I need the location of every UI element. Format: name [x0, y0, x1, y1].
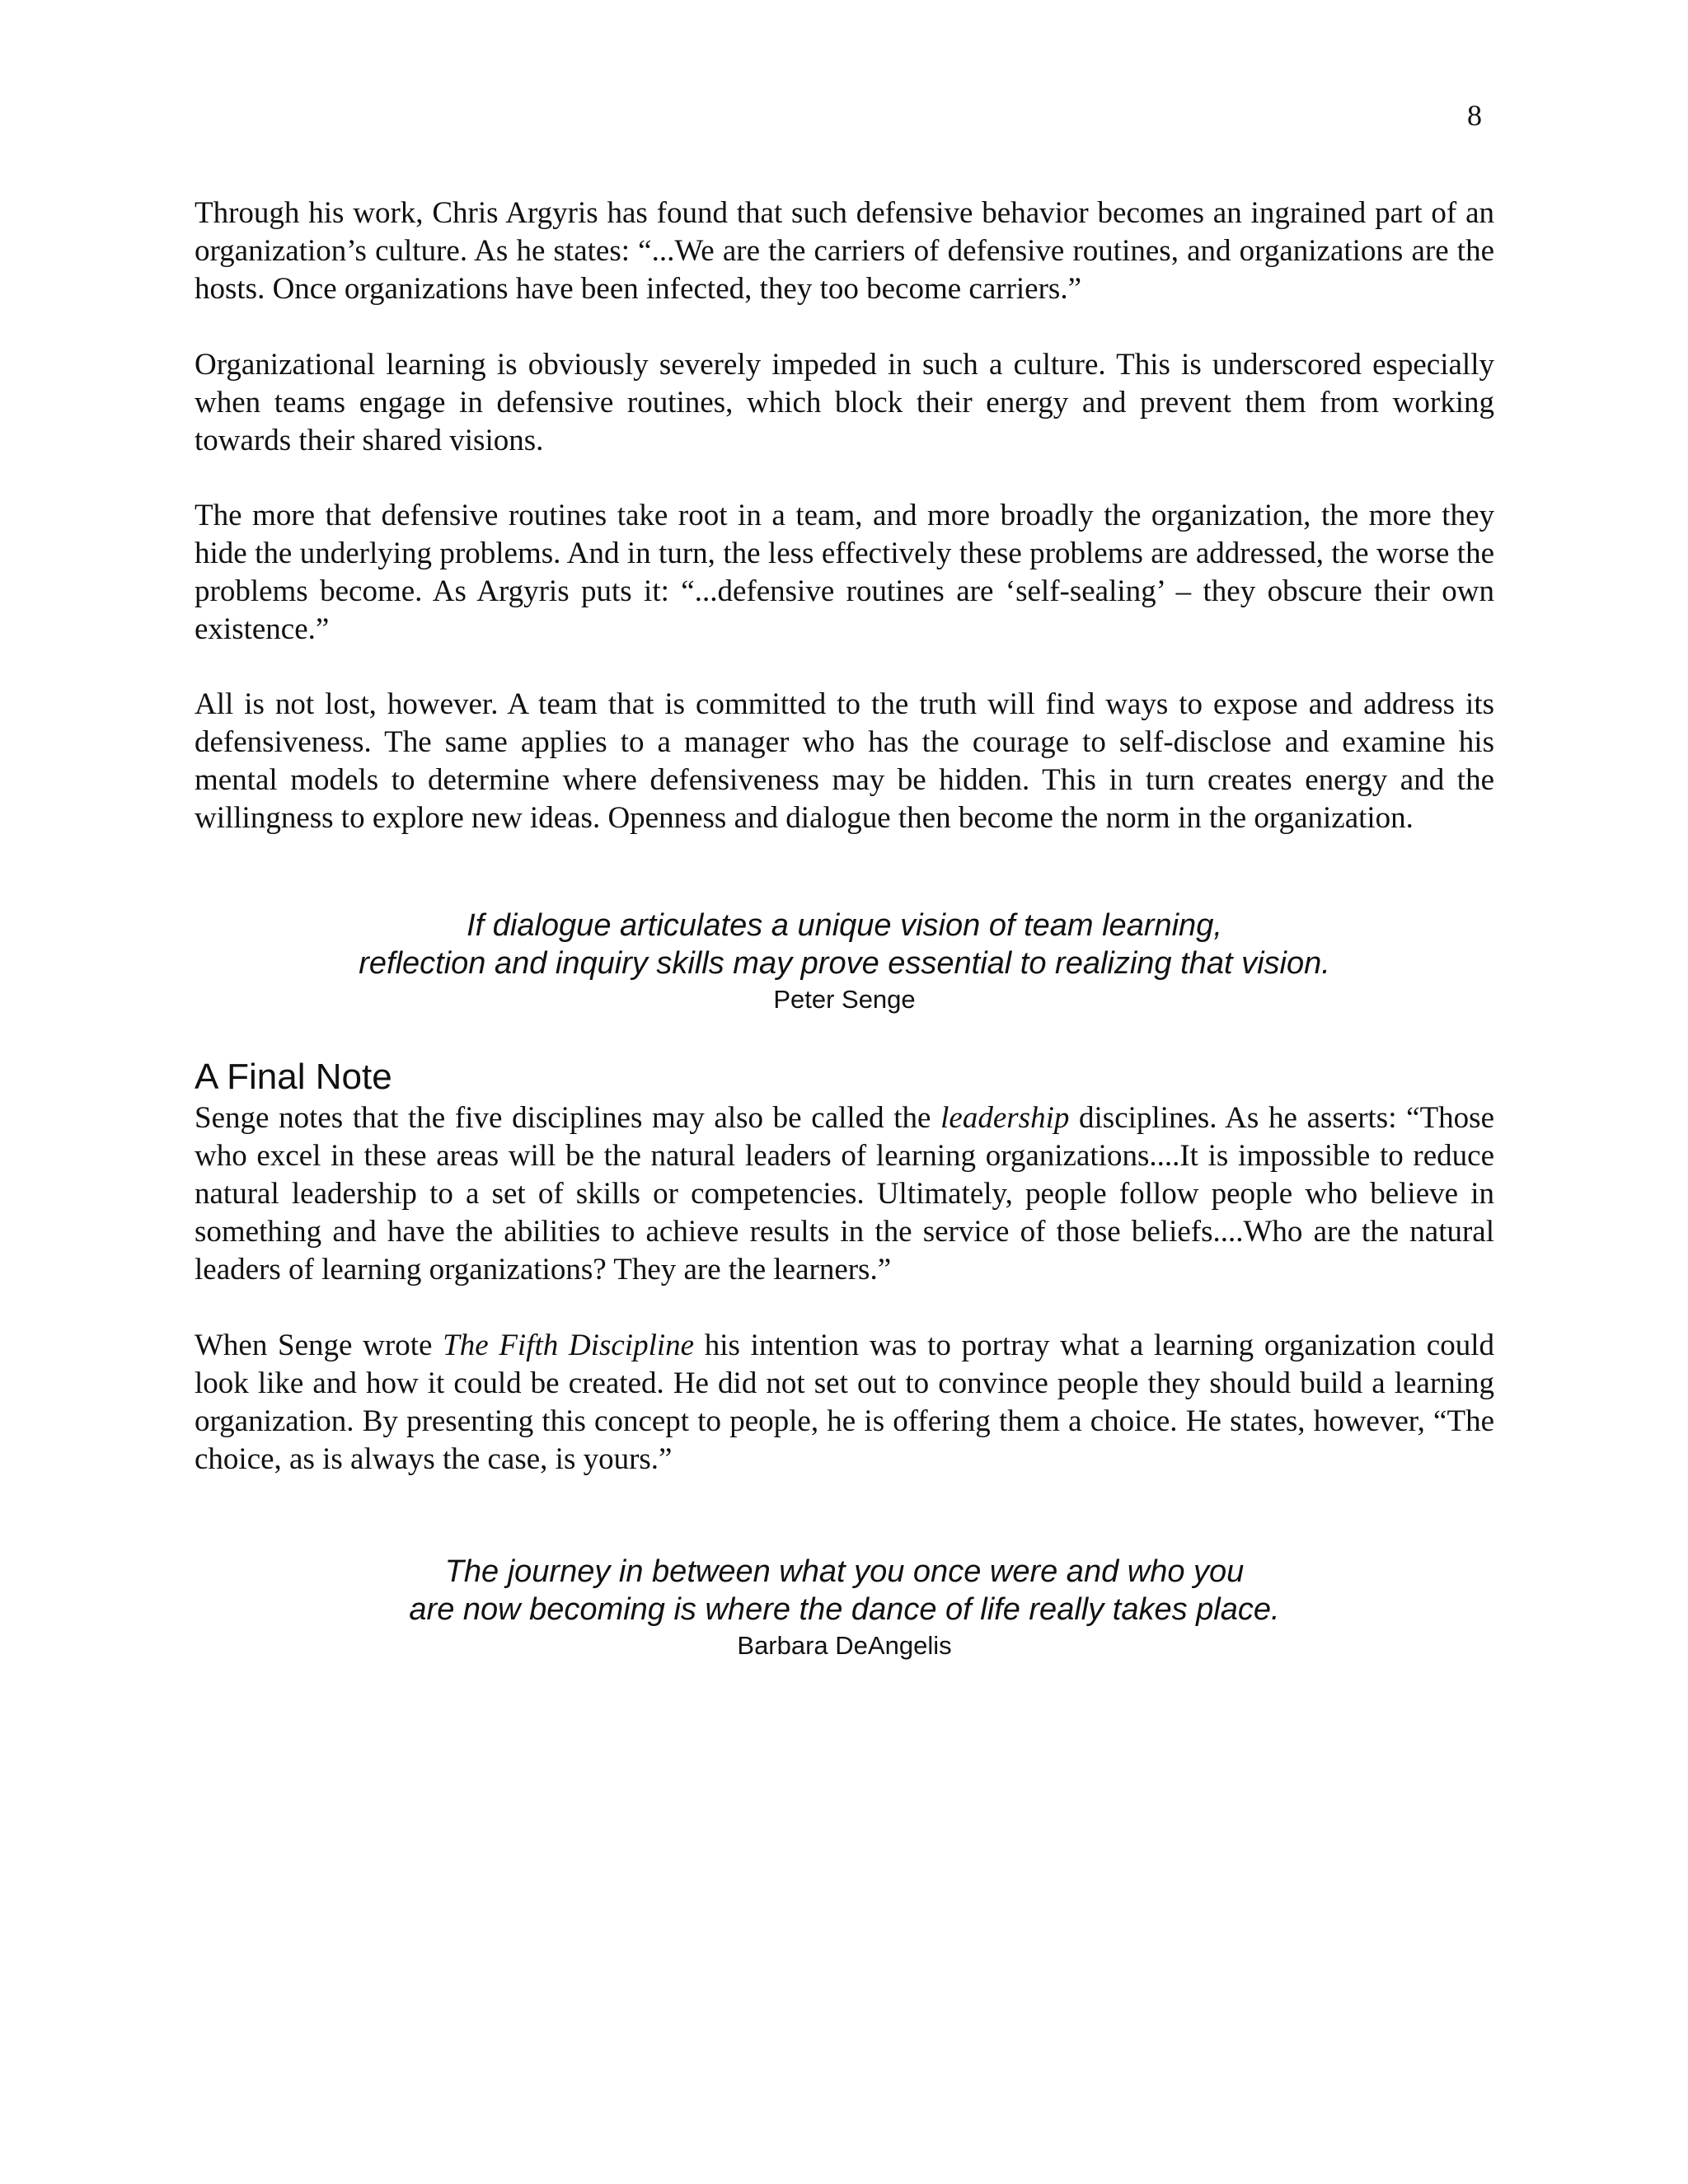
quote-senge: [195, 907, 1494, 1017]
paragraph-organizational-learning: Organizational learning is obviously severely impeded in such a culture. This is underscored especially when teams engage in defensive routines, which block their energy and prevent them from working towards their shared visions.: [195, 348, 1494, 457]
emphasis-leadership: leadership: [940, 1101, 1070, 1135]
book-title-fifth-discipline: The Fifth Discipline: [443, 1329, 695, 1362]
paragraph-fifth-discipline: When Senge wrote The Fifth Discipline his intention was to portray what a learning organization could look like and how it could be created. He did not set out to convince people they should build a learning organization. By presenting this concept to people, he is offering them a choice. He states, however, “The choice, as is always the case, is yours.”: [195, 1329, 1495, 1476]
paragraph-leadership-disciplines: Senge notes that the five disciplines may also be called the leadership disciplines. As he asserts: “Those who excel in these areas will be the natural leaders of learning organizations....It is impossible to reduce natural leadership to a set of skills or competencies. Ultimately, people follow people who believe in something and have the abilities to achieve results in the service of those beliefs....Who are the natural leaders of learning organizations? They are the learners.”: [195, 1101, 1495, 1286]
quote-author: Peter Senge: [773, 985, 916, 1014]
quote-line: reflection and inquiry skills may prove essential to realizing that vision.: [359, 946, 1330, 981]
page-number: 8: [1467, 99, 1482, 132]
section-heading: A Final Note: [195, 1057, 392, 1097]
quote-deangelis: [195, 1553, 1494, 1663]
quote-line: are now becoming is where the dance of life really takes place.: [409, 1592, 1280, 1627]
quote-author: Barbara DeAngelis: [737, 1631, 952, 1660]
paragraph-all-is-not-lost: All is not lost, however. A team that is committed to the truth will find ways to expose and address its defensiveness. The same applies to a manager who has the courage to self-disclose and examine his mental models to determine where defensiveness may be hidden. This in turn creates energy and the willingness to explore new ideas. Openness and dialogue then become the norm in the organization.: [195, 687, 1494, 835]
quote-line: The journey in between what you once were and who you: [444, 1554, 1245, 1589]
paragraph-argyris-culture: Through his work, Chris Argyris has found that such defensive behavior becomes an ingrained part of an organization’s culture. As he states: “...We are the carriers of defensive routines, and organizations are the hosts. Once organizations have been infected, they too become carriers.”: [195, 196, 1494, 306]
paragraph-defensive-routines: The more that defensive routines take root in a team, and more broadly the organization, the more they hide the underlying problems. And in turn, the less effectively these problems are addressed, the worse the problems become. As Argyris puts it: “...defensive routines are ‘self-sealing’ – they obscure their own existence.”: [195, 499, 1494, 646]
quote-line: If dialogue articulates a unique vision of team learning,: [467, 908, 1222, 943]
